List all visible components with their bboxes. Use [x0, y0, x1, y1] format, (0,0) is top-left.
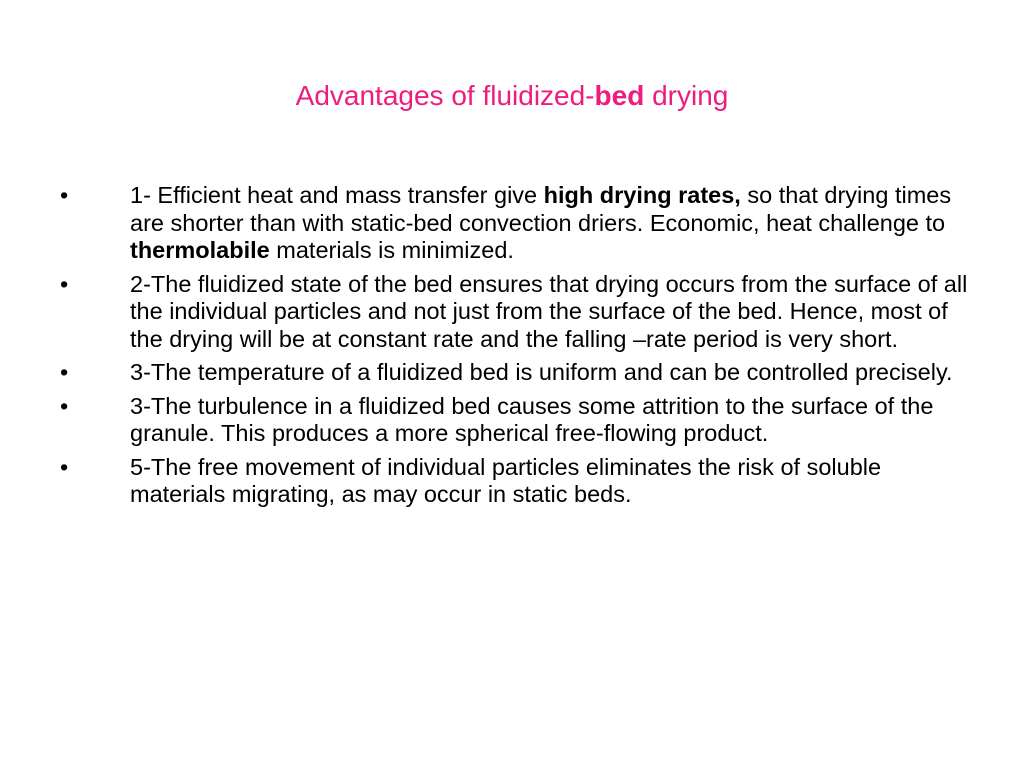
title-part-1: Advantages of fluidized- — [295, 80, 595, 111]
bullet-list — [0, 182, 1024, 515]
bullet-1-text-3: materials is minimized. — [269, 237, 514, 263]
bullet-dot: • — [60, 270, 69, 297]
bullet-dot: • — [60, 453, 69, 480]
title-bold-word: bed — [594, 80, 645, 111]
bullet-1-text-1: 1- Efficient heat and mass transfer give — [130, 182, 544, 208]
bullet-2-text: 2-The fluidized state of the bed ensures that drying occurs from the surface of all the individual particles and not just from the surface of the bed. Hence, most of the drying will be at constant rate and the falling –rate period is very short. — [130, 270, 968, 352]
bullet-dot: • — [60, 182, 69, 208]
bullet-item-3 — [0, 359, 1024, 387]
bullet-4-text: 3-The turbulence in a fluidized bed causes some attrition to the surface of the granule. This produces a more spherical free-flowing product. — [130, 392, 934, 446]
bullet-item-5 — [0, 454, 1024, 509]
bullet-item-1 — [0, 182, 1024, 265]
title-part-2: drying — [644, 80, 729, 111]
slide-title — [0, 76, 1024, 116]
bullet-item-2 — [0, 271, 1024, 354]
bullet-item-4 — [0, 393, 1024, 448]
bullet-dot: • — [60, 392, 69, 419]
bullet-1-bold-1: high drying rates, — [543, 182, 741, 208]
bullet-1-text-2: so that drying times are shorter than with static-bed convection driers. Economic, heat challenge to — [130, 182, 952, 236]
bullet-5-text: 5-The free movement of individual particles eliminates the risk of soluble materials migrating, as may occur in static beds. — [130, 453, 882, 507]
bullet-dot: • — [60, 359, 69, 385]
bullet-1-bold-2: thermolabile — [130, 237, 270, 263]
bullet-3-text: 3-The temperature of a fluidized bed is uniform and can be controlled precisely. — [130, 359, 953, 385]
